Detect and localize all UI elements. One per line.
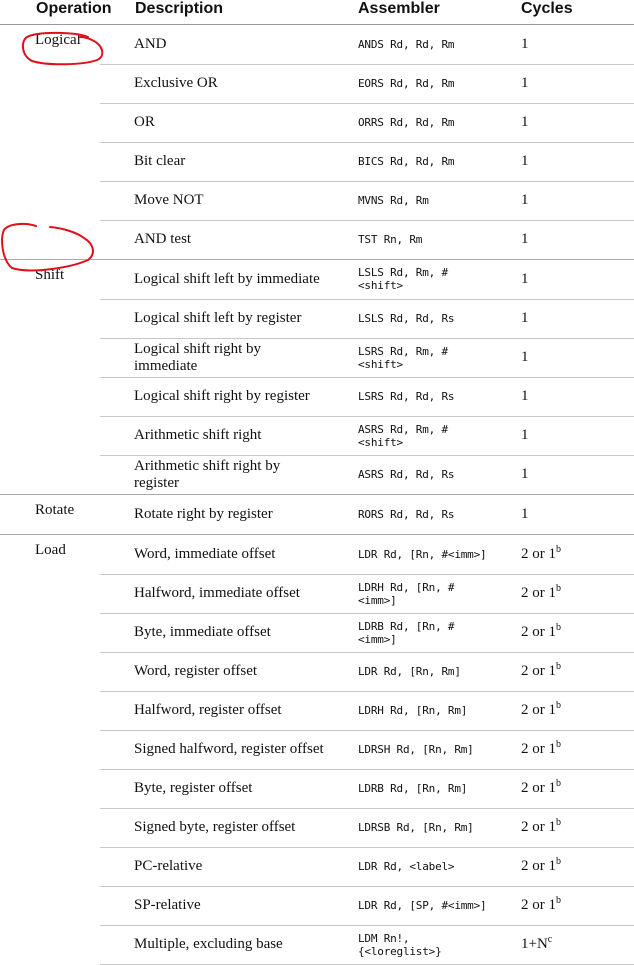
table-row — [0, 142, 634, 181]
cycles-footnote-marker: b — [556, 543, 561, 555]
description-cell: Halfword, register offset — [100, 691, 324, 730]
cycles-cell — [487, 808, 634, 847]
description-cell: Rotate right by register — [100, 495, 324, 535]
description-cell: Logical shift left by register — [100, 299, 324, 338]
cycles-cell — [487, 260, 634, 300]
table-row — [0, 495, 634, 535]
cycles-footnote-marker: b — [556, 661, 561, 672]
cycles-value: 2 or 1 — [521, 663, 556, 679]
assembler-cell: ANDS Rd, Rd, Rm — [324, 25, 487, 65]
cycles-value: 2 or 1 — [521, 702, 556, 718]
operation-cell — [0, 847, 100, 886]
assembler-cell: LSLS Rd, Rm, #<shift> — [324, 260, 487, 300]
assembler-cell: BICS Rd, Rd, Rm — [324, 142, 487, 181]
operation-cell — [0, 416, 100, 455]
cycles-value: 1 — [521, 388, 529, 404]
cycles-cell — [487, 299, 634, 338]
assembler-cell: LSRS Rd, Rd, Rs — [324, 377, 487, 416]
description-cell: Signed byte, register offset — [100, 808, 324, 847]
cycles-value: 2 or 1 — [521, 819, 556, 835]
assembler-cell: LDM Rn!, {<loreglist>} — [324, 925, 487, 964]
cycles-footnote-marker: b — [556, 856, 561, 867]
operation-cell: Shift — [35, 267, 65, 283]
cycles-footnote-marker: b — [556, 895, 561, 906]
description-cell: Byte, immediate offset — [100, 613, 324, 652]
cycles-value: 1 — [521, 35, 529, 52]
cycles-cell — [487, 64, 634, 103]
table-header-row — [0, 0, 634, 25]
cycles-cell — [487, 495, 634, 535]
operation-cell — [0, 455, 100, 495]
cycles-value: 2 or 1 — [521, 624, 556, 640]
cycles-cell — [487, 377, 634, 416]
operation-cell — [0, 886, 100, 925]
cycles-value: 1 — [521, 506, 529, 522]
assembler-cell: LSLS Rd, Rd, Rs — [324, 299, 487, 338]
description-cell: OR — [100, 103, 324, 142]
cycles-footnote-marker: b — [556, 817, 561, 828]
header-cycles: Cycles — [487, 0, 634, 25]
cycles-value: 2 or 1 — [521, 858, 556, 874]
assembler-cell: LSRS Rd, Rm, #<shift> — [324, 338, 487, 377]
operation-cell — [0, 574, 100, 613]
cycles-value: 2 or 1 — [521, 897, 556, 913]
description-cell: Signed halfword, register offset — [100, 730, 324, 769]
assembler-cell: LDRH Rd, [Rn, Rm] — [324, 691, 487, 730]
table-row — [0, 613, 634, 652]
table-row — [0, 416, 634, 455]
description-cell: Bit clear — [100, 142, 324, 181]
cycles-cell — [487, 847, 634, 886]
assembler-cell: RORS Rd, Rd, Rs — [324, 495, 487, 535]
cycles-value: 1+N — [521, 936, 548, 952]
description-cell: Logical shift right by immediate — [100, 338, 324, 377]
cycles-cell — [487, 652, 634, 691]
cycles-footnote-marker: c — [547, 934, 553, 945]
table-row — [0, 260, 634, 300]
cycles-cell — [487, 691, 634, 730]
operation-cell — [0, 730, 100, 769]
operation-cell — [0, 142, 100, 181]
assembler-cell: LDR Rd, [SP, #<imm>] — [324, 886, 487, 925]
cycles-cell — [487, 220, 634, 260]
cycles-value: 1 — [521, 427, 529, 443]
cycles-value: 2 or 1 — [521, 545, 556, 562]
description-cell: Halfword, immediate offset — [100, 574, 324, 613]
table-body — [0, 25, 634, 965]
operation-cell — [0, 691, 100, 730]
description-cell: Word, immediate offset — [100, 535, 324, 575]
assembler-cell: TST Rn, Rm — [324, 220, 487, 260]
cycles-value: 1 — [521, 466, 529, 483]
table-row — [0, 455, 634, 495]
cycles-footnote-marker: b — [556, 583, 561, 594]
description-cell: Arithmetic shift right by register — [100, 455, 324, 495]
assembler-cell: LDRSB Rd, [Rn, Rm] — [324, 808, 487, 847]
cycles-value: 2 or 1 — [521, 585, 556, 601]
table-row — [0, 25, 634, 65]
table-row — [0, 338, 634, 377]
cycles-cell — [487, 103, 634, 142]
table-row — [0, 220, 634, 260]
cycles-footnote-marker: b — [556, 700, 561, 711]
cycles-footnote-marker: b — [556, 778, 561, 789]
table-row — [0, 925, 634, 964]
table-row — [0, 64, 634, 103]
header-description: Description — [100, 0, 324, 25]
cycles-value: 1 — [521, 75, 529, 91]
operation-cell: Logical — [35, 32, 81, 48]
cycles-cell — [487, 455, 634, 495]
cycles-value: 1 — [521, 153, 529, 169]
cycles-value: 1 — [521, 310, 529, 326]
cycles-cell — [487, 142, 634, 181]
description-cell: Word, register offset — [100, 652, 324, 691]
assembler-cell: ASRS Rd, Rm, #<shift> — [324, 416, 487, 455]
operation-cell — [0, 299, 100, 338]
table-row — [0, 808, 634, 847]
cycles-cell — [487, 338, 634, 377]
cycles-cell — [487, 574, 634, 613]
assembler-cell: LDR Rd, [Rn, Rm] — [324, 652, 487, 691]
cycles-cell — [487, 25, 634, 65]
cycles-cell — [487, 925, 634, 964]
description-cell: Exclusive OR — [100, 64, 324, 103]
cycles-cell — [487, 535, 634, 575]
description-cell: Arithmetic shift right — [100, 416, 324, 455]
assembler-cell: LDRB Rd, [Rn, Rm] — [324, 769, 487, 808]
cycles-cell — [487, 416, 634, 455]
table-row — [0, 535, 634, 575]
assembler-cell: LDR Rd, [Rn, #<imm>] — [324, 535, 487, 575]
assembler-cell: LDRH Rd, [Rn, #<imm>] — [324, 574, 487, 613]
table-row — [0, 691, 634, 730]
operation-cell — [0, 181, 100, 220]
operation-cell — [0, 103, 100, 142]
table-row — [0, 769, 634, 808]
operation-cell: Load — [35, 542, 66, 558]
cycles-value: 1 — [521, 349, 529, 365]
description-cell: AND — [100, 25, 324, 65]
cycles-value: 1 — [521, 192, 529, 208]
operation-cell — [0, 613, 100, 652]
table-row — [0, 730, 634, 769]
assembler-cell: EORS Rd, Rd, Rm — [324, 64, 487, 103]
assembler-cell: ORRS Rd, Rd, Rm — [324, 103, 487, 142]
description-cell: Multiple, excluding base — [100, 925, 324, 964]
cycles-cell — [487, 769, 634, 808]
table-row — [0, 181, 634, 220]
assembler-cell: LDRB Rd, [Rn, #<imm>] — [324, 613, 487, 652]
cycles-cell — [487, 730, 634, 769]
cycles-value: 1 — [521, 270, 529, 287]
cycles-value: 2 or 1 — [521, 780, 556, 796]
description-cell: SP-relative — [100, 886, 324, 925]
operation-cell — [0, 808, 100, 847]
table-row — [0, 574, 634, 613]
table-row — [0, 299, 634, 338]
cycles-value: 2 or 1 — [521, 741, 556, 757]
table-row — [0, 847, 634, 886]
header-assembler: Assembler — [324, 0, 487, 25]
operation-cell — [0, 220, 100, 260]
table-row — [0, 103, 634, 142]
operation-cell — [0, 377, 100, 416]
cycles-cell — [487, 886, 634, 925]
cycles-footnote-marker: b — [556, 739, 561, 750]
assembler-cell: LDR Rd, <label> — [324, 847, 487, 886]
description-cell: Logical shift left by immediate — [100, 260, 324, 300]
description-cell: AND test — [100, 220, 324, 260]
cycles-value: 1 — [521, 114, 529, 130]
operation-cell — [0, 652, 100, 691]
operation-cell — [0, 769, 100, 808]
description-cell: Move NOT — [100, 181, 324, 220]
table-row — [0, 886, 634, 925]
description-cell: Logical shift right by register — [100, 377, 324, 416]
description-cell: Byte, register offset — [100, 769, 324, 808]
header-operation: Operation — [0, 0, 100, 25]
operation-cell: Rotate — [0, 495, 100, 535]
assembler-cell: ASRS Rd, Rd, Rs — [324, 455, 487, 495]
description-cell: PC-relative — [100, 847, 324, 886]
cycles-cell — [487, 613, 634, 652]
cycles-footnote-marker: b — [556, 622, 561, 633]
assembler-cell: LDRSH Rd, [Rn, Rm] — [324, 730, 487, 769]
cycles-value: 1 — [521, 231, 529, 248]
cycles-cell — [487, 181, 634, 220]
table-row — [0, 377, 634, 416]
operation-cell — [0, 925, 100, 964]
table-row — [0, 652, 634, 691]
assembler-cell: MVNS Rd, Rm — [324, 181, 487, 220]
operation-cell — [0, 64, 100, 103]
operation-cell — [0, 338, 100, 377]
